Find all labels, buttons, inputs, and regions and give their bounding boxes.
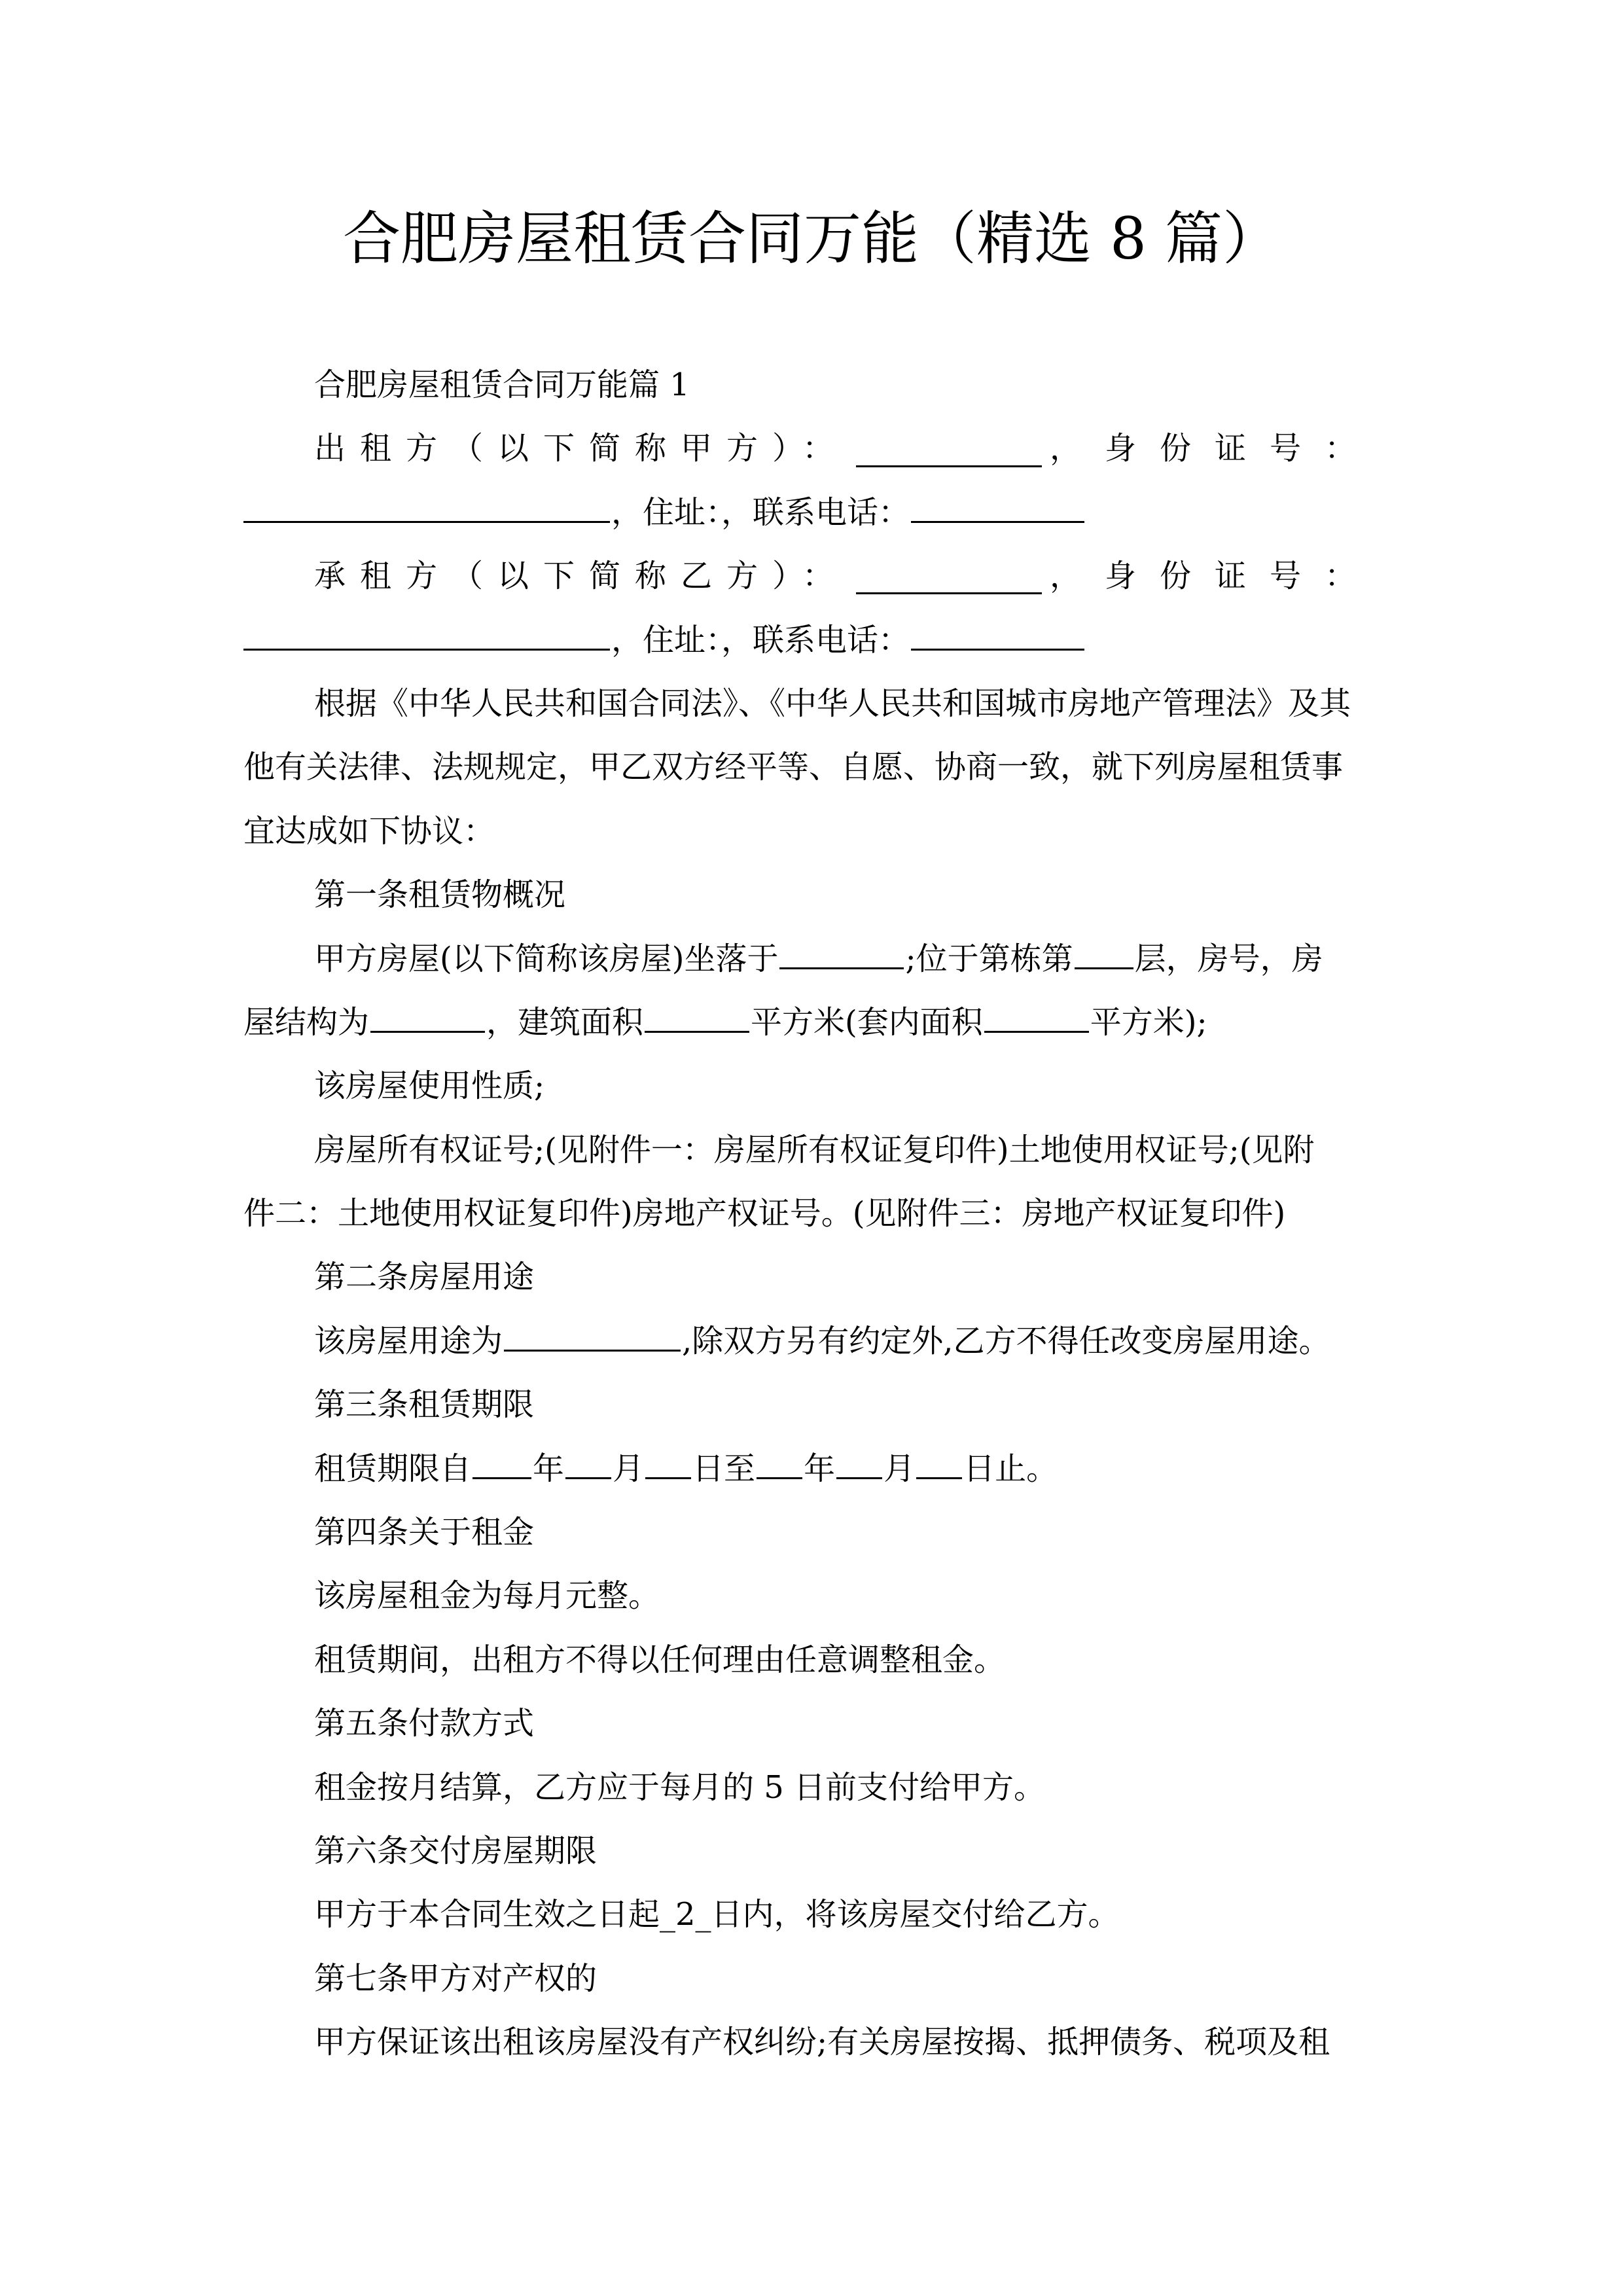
article-3-text <box>243 1437 1380 1501</box>
preamble-line-2: 他有关法律、法规规定，甲乙双方经平等、自愿、协商一致，就下列房屋租赁事 <box>243 749 1344 786</box>
section-heading: 合肥房屋租赁合同万能篇 1 <box>314 367 690 403</box>
certificate-line-1: 房屋所有权证号;(见附件一：房屋所有权证复印件)土地使用权证号;(见附 <box>314 1131 1315 1168</box>
end-year-blank[interactable] <box>757 1443 802 1479</box>
month-label: 月 <box>613 1450 645 1487</box>
lessor-label: 出租方（以下简称甲方）： <box>314 430 849 467</box>
article-4-text-1: 该房屋租金为每月元整。 <box>314 1577 660 1615</box>
tenant-id-label: 身份证号： <box>1104 558 1380 595</box>
article-5-text: 租金按月结算，乙方应于每月的 5 日前支付给甲方。 <box>314 1768 1046 1806</box>
preamble-line-1: 根据《中华人民共和国合同法》、《中华人民共和国城市房地产管理法》及其 <box>314 685 1351 722</box>
structure-blank[interactable] <box>370 997 485 1033</box>
inner-area-text: 平方米(套内面积 <box>751 1003 983 1041</box>
lessor-contact-line <box>243 481 1380 545</box>
tenant-label: 承租方（以下简称乙方）： <box>314 558 849 595</box>
lessor-phone-blank[interactable] <box>911 487 1084 523</box>
tenant-comma: ， <box>1049 558 1081 595</box>
year-label: 年 <box>804 1450 836 1487</box>
article-6-heading: 第六条交付房屋期限 <box>314 1832 597 1869</box>
usage-nature-line: 该房屋使用性质; <box>314 1067 545 1105</box>
room-text: 层，房号，房 <box>1134 940 1323 977</box>
document-title: 合肥房屋租赁合同万能（精选 8 篇） <box>343 205 1280 272</box>
article-1-area-line <box>243 991 1380 1054</box>
certificate-line-2: 件二：土地使用权证复印件)房地产权证号。(见附件三：房地产权证复印件) <box>243 1195 1286 1232</box>
article-1-heading: 第一条租赁物概况 <box>314 876 566 914</box>
article-6-text: 甲方于本合同生效之日起_2_日内，将该房屋交付给乙方。 <box>314 1896 1120 1933</box>
lessor-address-label: ，住址：，联系电话： <box>611 493 910 531</box>
purpose-restriction-text: ,除双方另有约定外,乙方不得任改变房屋用途。 <box>682 1322 1330 1359</box>
tenant-contact-line <box>243 609 1380 672</box>
month-label: 月 <box>883 1450 916 1487</box>
inner-area-blank[interactable] <box>984 997 1089 1033</box>
purpose-text: 该房屋用途为 <box>314 1322 503 1359</box>
document-body <box>243 353 1380 2075</box>
tenant-address-label: ，住址：，联系电话： <box>611 621 910 658</box>
article-1-location-line <box>243 927 1380 991</box>
end-month-blank[interactable] <box>836 1443 882 1479</box>
tenant-id-blank[interactable] <box>243 615 610 651</box>
article-3-heading: 第三条租赁期限 <box>314 1386 535 1424</box>
tenant-name-blank[interactable] <box>856 558 1042 594</box>
start-month-blank[interactable] <box>565 1443 611 1479</box>
sqm-text: 平方米); <box>1090 1003 1207 1041</box>
article-2-heading: 第二条房屋用途 <box>314 1259 535 1296</box>
tenant-line <box>243 545 1380 608</box>
floor-area-blank[interactable] <box>645 997 749 1033</box>
article-7-text: 甲方保证该出租该房屋没有产权纠纷;有关房屋按揭、抵押债务、税项及租 <box>314 2024 1330 2061</box>
purpose-blank[interactable] <box>504 1316 681 1352</box>
lessor-id-label: 身份证号： <box>1104 430 1380 467</box>
day-end-label: 日止。 <box>963 1450 1058 1487</box>
location-text: 甲方房屋(以下简称该房屋)坐落于 <box>314 940 779 977</box>
building-text: ;位于第栋第 <box>905 940 1073 977</box>
end-day-blank[interactable] <box>916 1443 962 1479</box>
day-to-label: 日至 <box>692 1450 756 1487</box>
lessor-comma: ， <box>1049 430 1081 467</box>
lessor-name-blank[interactable] <box>856 431 1042 467</box>
article-7-heading: 第七条甲方对产权的 <box>314 1960 597 1997</box>
lessor-id-blank[interactable] <box>243 487 610 523</box>
preamble-line-3: 宜达成如下协议： <box>243 812 495 850</box>
article-4-text-2: 租赁期间，出租方不得以任何理由任意调整租金。 <box>314 1641 1006 1678</box>
start-day-blank[interactable] <box>645 1443 691 1479</box>
term-from-text: 租赁期限自 <box>314 1450 472 1487</box>
lessor-line <box>243 417 1380 480</box>
article-4-heading: 第四条关于租金 <box>314 1514 535 1551</box>
article-2-text <box>243 1310 1380 1373</box>
tenant-phone-blank[interactable] <box>911 615 1084 651</box>
year-label: 年 <box>533 1450 565 1487</box>
article-5-heading: 第五条付款方式 <box>314 1705 535 1742</box>
structure-text: 屋结构为 <box>243 1003 370 1041</box>
start-year-blank[interactable] <box>473 1443 531 1479</box>
floor-area-text: ，建筑面积 <box>486 1003 644 1041</box>
location-blank[interactable] <box>779 933 904 969</box>
floor-blank[interactable] <box>1075 933 1133 969</box>
